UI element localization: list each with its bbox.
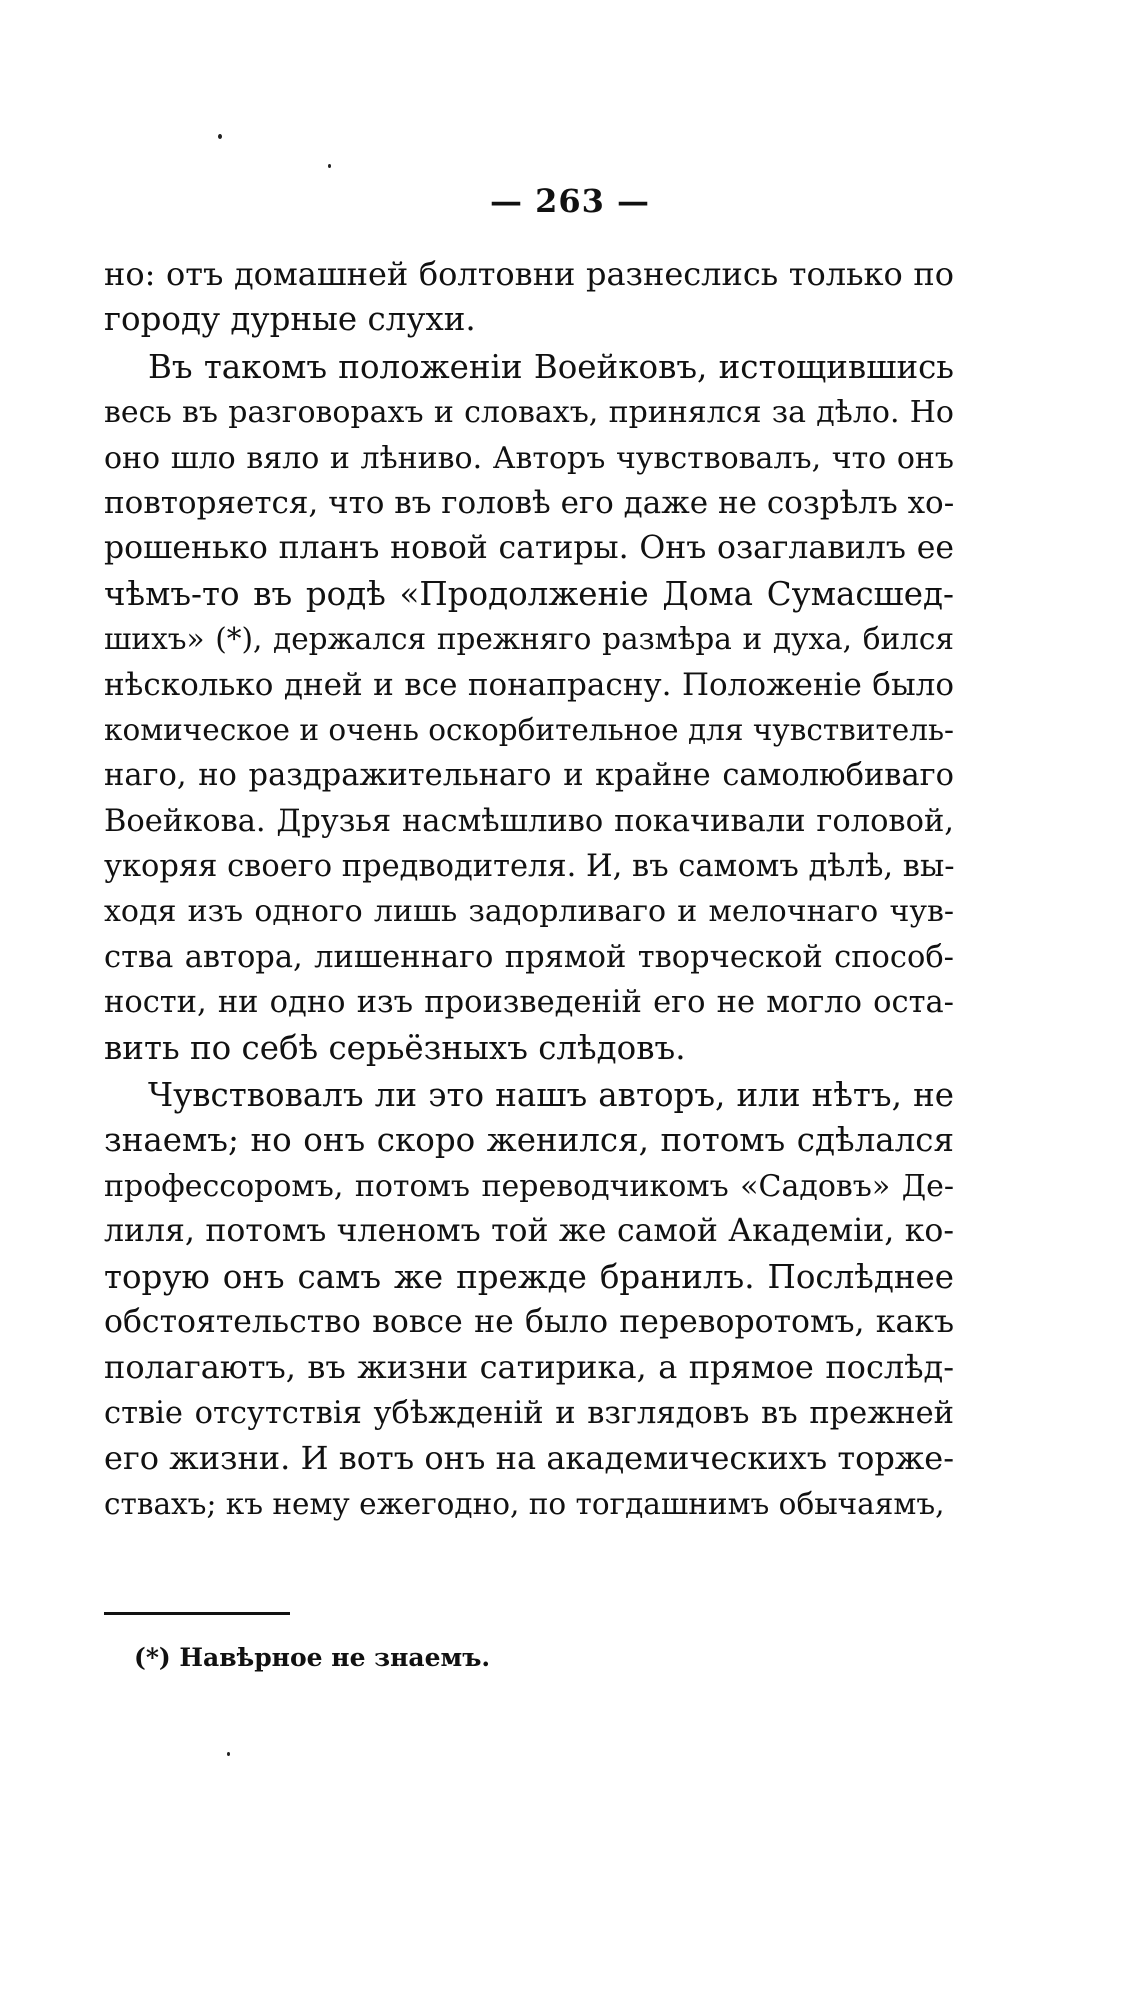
text-line: комическое и очень оскорбительное для чувствитель- [104, 712, 954, 747]
text-line: ствахъ; къ нему ежегодно, по тогдашнимъ обычаямъ, [104, 1486, 945, 1521]
text-line: весь въ разговорахъ и словахъ, принялся за дѣло. Но [104, 395, 954, 431]
ink-speck [227, 1752, 230, 1756]
body-text [104, 252, 954, 1527]
text-line: нѣсколько дней и все понапрасну. Положеніе было [104, 666, 954, 703]
text-line: наго, но раздражительнаго и крайне самолюбиваго [104, 758, 954, 794]
text-line: вить по себѣ серьёзныхъ слѣдовъ. [104, 1028, 686, 1067]
text-line: чѣмъ-то въ родѣ «Продолженіе Дома Сумасшед- [104, 574, 954, 613]
text-line: ходя изъ одного лишь задорливаго и мелочнаго чув- [104, 894, 954, 930]
text-line: укоряя своего предводителя. И, въ самомъ дѣлѣ, вы- [104, 849, 955, 885]
text-line: ства автора, лишеннаго прямой творческой способ- [104, 939, 954, 975]
text-line: ствіе отсутствія убѣжденій и взглядовъ въ прежней [104, 1395, 954, 1431]
ink-speck [328, 164, 331, 168]
text-line: но: отъ домашней болтовни разнеслись только по [104, 255, 954, 293]
text-line: лиля, потомъ членомъ той же самой Академіи, ко- [104, 1213, 954, 1250]
paragraph [104, 345, 954, 1071]
text-line: Воейкова. Друзья насмѣшливо покачивали головой, [104, 803, 954, 839]
footnote-divider [104, 1612, 290, 1615]
text-line: знаемъ; но онъ скоро женился, потомъ сдѣлался [104, 1121, 954, 1160]
text-line: обстоятельство вовсе не было переворотомъ, какъ [104, 1303, 954, 1340]
page-number: — 263 — [489, 182, 651, 220]
text-line: профессоромъ, потомъ переводчикомъ «Садовъ» Де- [104, 1168, 954, 1204]
text-line: рошенько планъ новой сатиры. Онъ озаглавилъ ее [104, 530, 954, 567]
paragraph [104, 252, 954, 343]
text-line: Чувствовалъ ли это нашъ авторъ, или нѣтъ, не [148, 1076, 954, 1115]
footnote: (*) Навѣрное не знаемъ. [134, 1643, 491, 1672]
ink-speck [218, 134, 222, 139]
text-line: полагаютъ, въ жизни сатирика, а прямое послѣд- [104, 1348, 954, 1387]
text-line: его жизни. И вотъ онъ на академическихъ торже- [104, 1439, 954, 1478]
text-line: шихъ» (*), держался прежняго размѣра и духа, бился [104, 622, 954, 657]
text-line: оно шло вяло и лѣниво. Авторъ чувствовалъ, что онъ [104, 440, 954, 476]
text-line: торую онъ самъ же прежде бранилъ. Послѣднее [104, 1257, 954, 1296]
text-line: ности, ни одно изъ произведеній его не могло оста- [104, 985, 954, 1021]
text-line: городу дурные слухи. [104, 300, 476, 339]
text-line: повторяется, что въ головѣ его даже не созрѣлъ хо- [104, 484, 955, 521]
paragraph [104, 1073, 954, 1527]
text-line: Въ такомъ положеніи Воейковъ, истощившись [148, 347, 954, 386]
